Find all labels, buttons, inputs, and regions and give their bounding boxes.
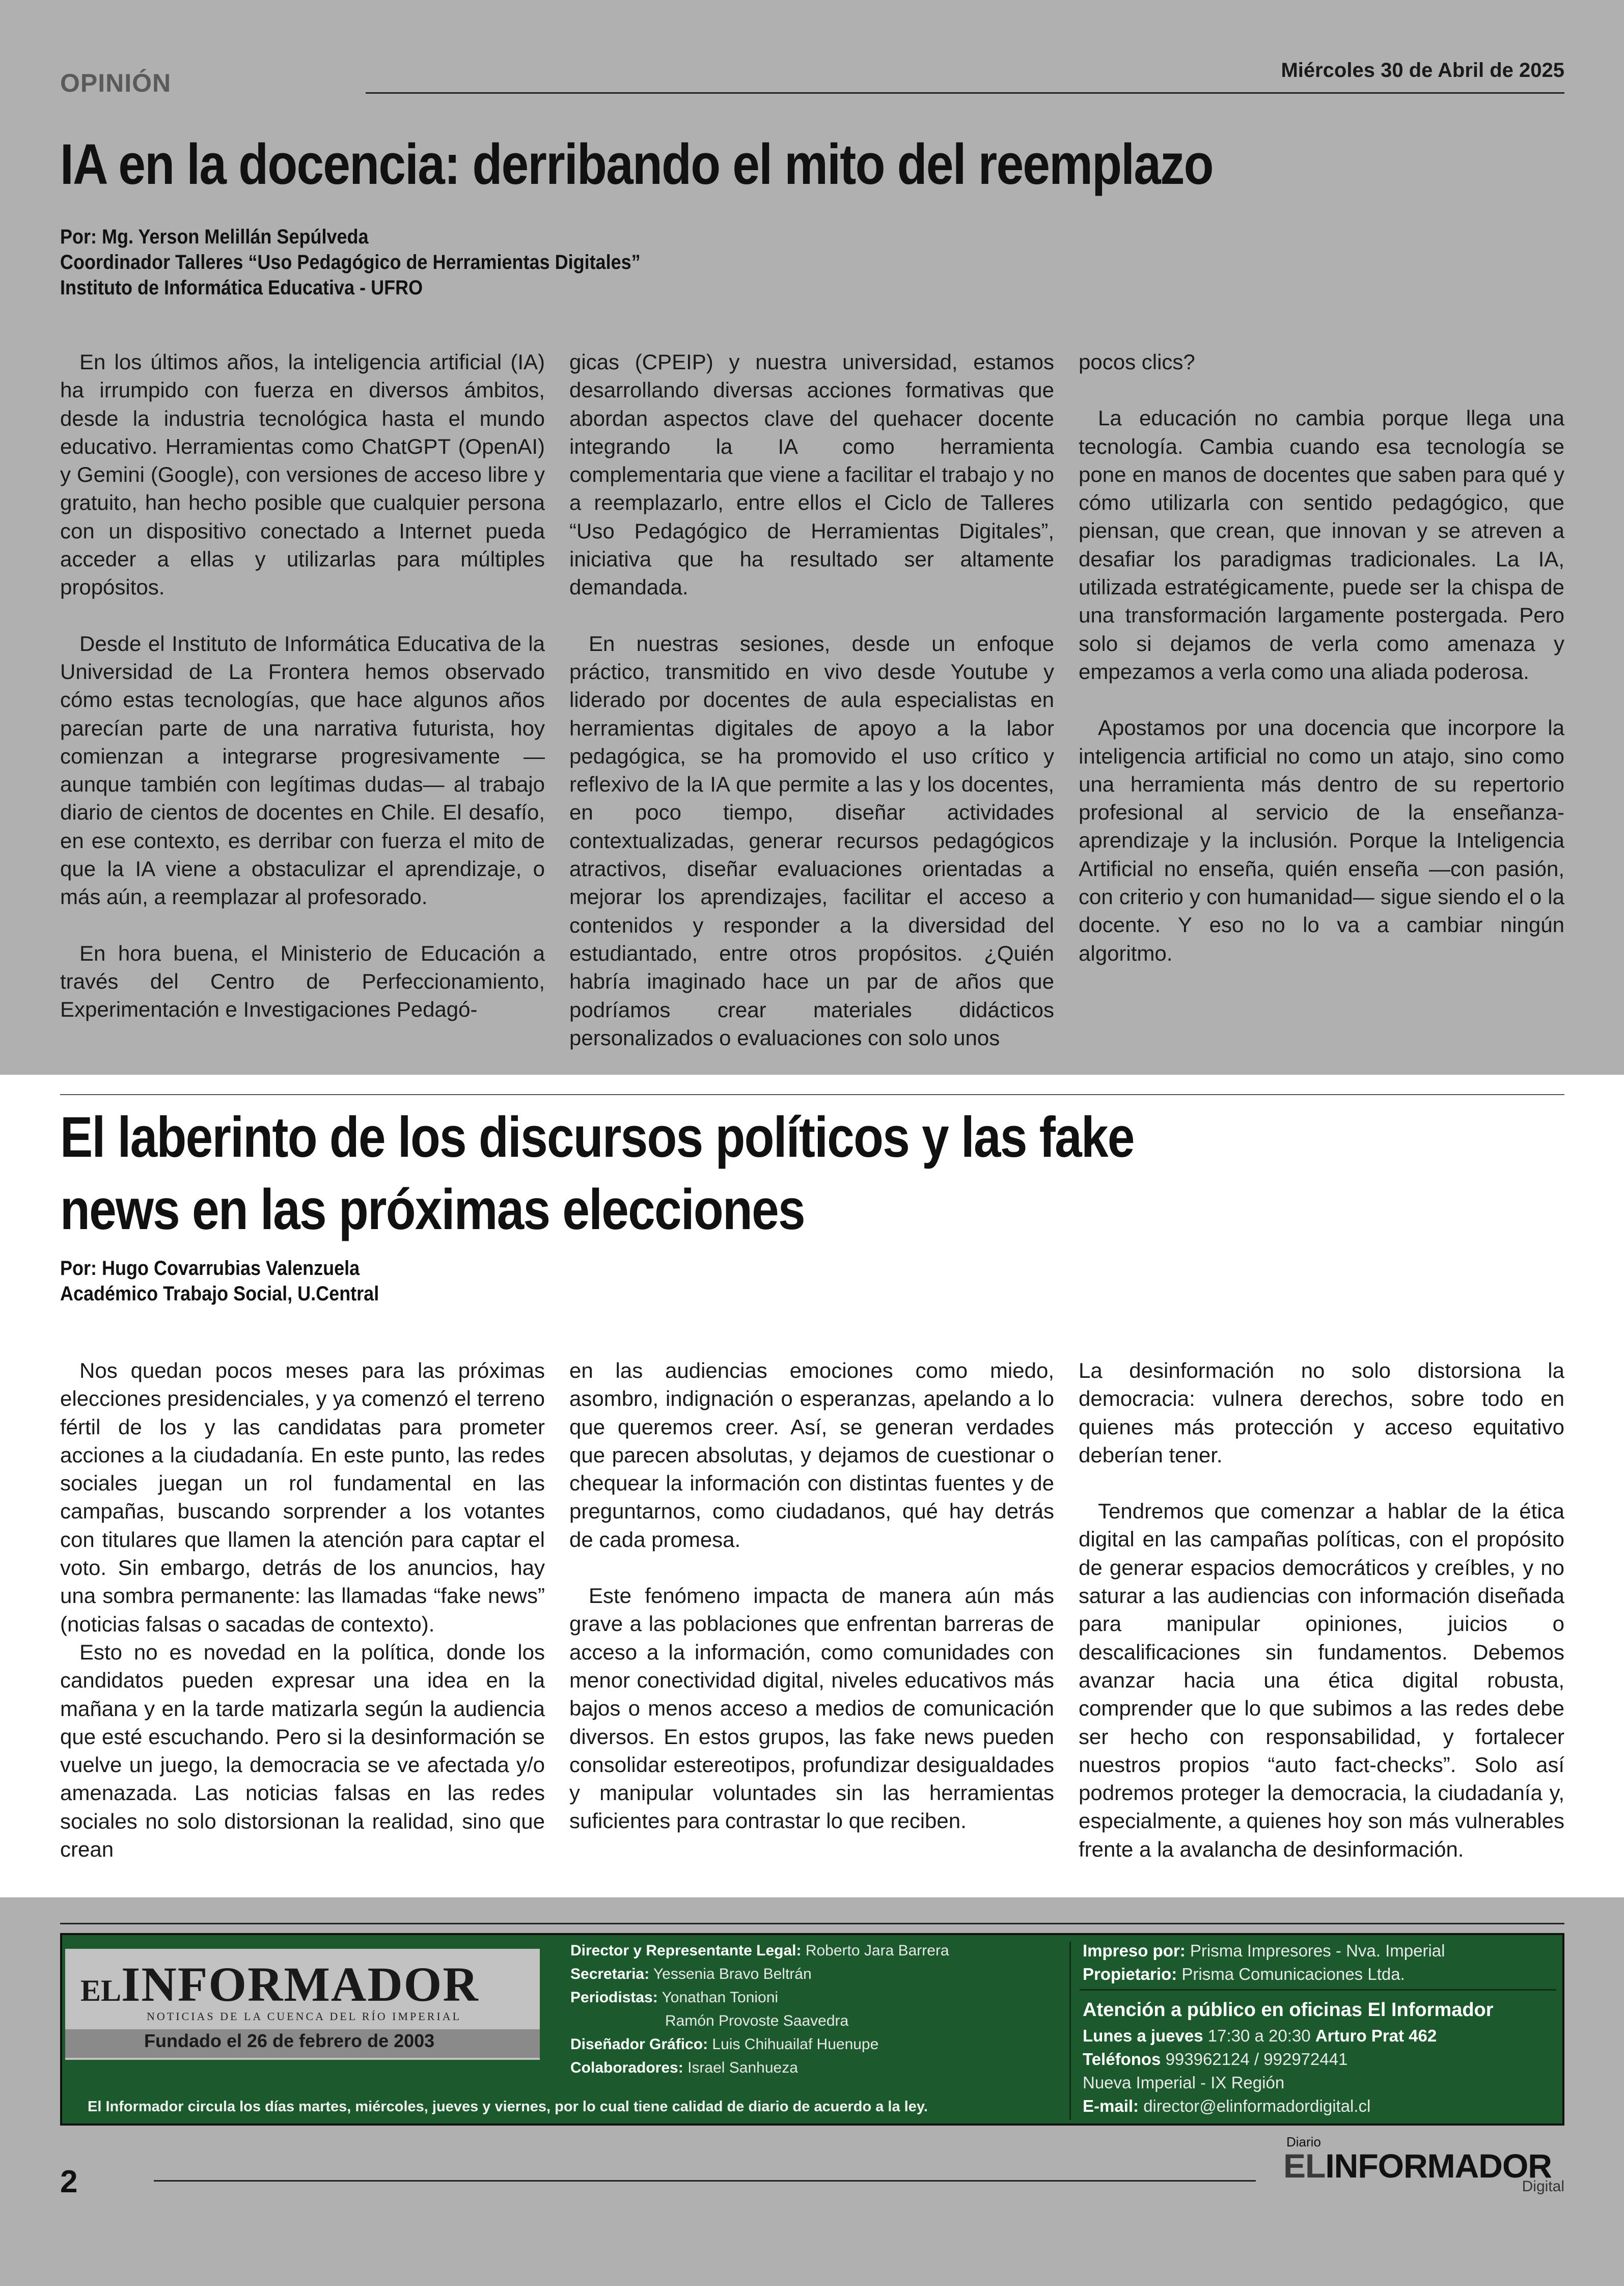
- paragraph: gicas (CPEIP) y nuestra universidad, estamos desarrollando diversas acciones formativas que abordan aspectos clave del quehacer docente integrando la IA como herramienta complementaria que viene a facilitar el trabajo y no a reemplazarlo, entre ellos el Ciclo de Talleres “Uso Pedagógico de Herramientas Digitales”, iniciativa que ha resultado ser altamente demandada.: [569, 350, 1054, 600]
- newspaper-logo: [65, 1949, 540, 2060]
- staff-row: Periodistas: Yonathan Tonioni: [570, 1989, 779, 2006]
- attention-title: Atención a público en oficinas El Informador: [1083, 1999, 1494, 2021]
- brand-sub: Digital: [1522, 2178, 1564, 2195]
- paragraph: La desinformación no solo distorsiona la democracia: vulnera derechos, sobre todo en quienes más protección y acceso equitativo deberían tener.: [1079, 1358, 1564, 1467]
- paragraph: En hora buena, el Ministerio de Educación a través del Centro de Perfeccionamiento, Experimentación e Investigaciones Pedagó-: [60, 941, 545, 1022]
- paragraph: Este fenómeno impacta de manera aún más grave a las poblaciones que enfrentan barreras de acceso a la información, como comunidades con menor conectividad digital, niveles educativos más bajos o menos acceso a medios de comunicación diversos. En estos grupos, las fake news pueden consolidar estereotipos, profundizar desigualdades y manipular voluntades sin las herramientas suficientes para contrastar lo que reciben.: [569, 1584, 1054, 1833]
- masthead-divider: [1069, 1942, 1071, 2120]
- staff-row: Ramón Provoste Saavedra: [665, 2012, 849, 2029]
- article2-column-1: [60, 1356, 545, 1863]
- paragraph: En los últimos años, la inteligencia artificial (IA) ha irrumpido con fuerza en diversos ámbitos, desde la industria tecnológica hasta el mundo educativo. Herramientas como ChatGPT (OpenAI) y Gemini (Google), con versiones de acceso libre y gratuito, han hecho posible que cualquier persona con un dispositivo conectado a Internet pueda acceder a ellas y utilizarlas para múltiples propósitos.: [60, 350, 545, 600]
- byline-institution: Instituto de Informática Educativa - UFRO: [60, 277, 423, 299]
- circulation-note: El Informador circula los días martes, miércoles, jueves y viernes, por lo cual tiene calidad de diario de acuerdo a la ley.: [88, 2099, 928, 2115]
- article2-title-line1: El laberinto de los discursos políticos y las fake: [60, 1105, 1134, 1169]
- founded-date: Fundado el 26 de febrero de 2003: [144, 2030, 435, 2051]
- publisher-info: Impreso por: Prisma Impresores - Nva. Imperial Propietario: Prisma Comunicaciones Ltda.: [1083, 1941, 1445, 1983]
- paragraph: Tendremos que comenzar a hablar de la ética digital en las campañas políticas, con el propósito de generar espacios democráticos y creíbles, y no saturar a las audiencias con información diseñada para manipular opiniones, juicios o descalificaciones sin fundamentos. Debemos avanzar hacia una ética digital robusta, comprender que lo que subimos a las redes debe ser hecho con responsabilidad, y fortalecer nuestros propios “auto fact-checks”. Solo así podremos proteger la democracia, la ciudadanía y, especialmente, a quienes hoy son más vulnerables frente a la avalancha de desinformación.: [1079, 1499, 1564, 1861]
- logo-prefix: EL: [80, 1974, 122, 2007]
- header-rule: [366, 92, 1564, 94]
- brand-small: Diario: [1286, 2134, 1321, 2149]
- article2-title: [60, 1101, 1330, 1246]
- paragraph: Apostamos por una docencia que incorpore la inteligencia artificial no como un atajo, sino como una herramienta más dentro de su repertorio profesional al servicio de la enseñanza-aprendizaje y la inclusión. Porque la Inteligencia Artificial no enseña, quién enseña —con pasión, con criterio y con humanidad— sigue siendo el o la docente. Y eso no lo va a cambiar ningún algoritmo.: [1079, 716, 1564, 965]
- staff-row: Colaboradores: Israel Sanhueza: [570, 2059, 798, 2076]
- staff-row: Director y Representante Legal: Roberto Jara Barrera: [570, 1942, 949, 1959]
- byline-author: Por: Mg. Yerson Melillán Sepúlveda: [60, 226, 369, 248]
- paragraph: En nuestras sesiones, desde un enfoque práctico, transmitido en vivo desde Youtube y liderado por docentes de aula especialistas en herramientas digitales de apoyo a la labor pedagógica, se ha promovido el uso crítico y reflexivo de la IA que permite a las y los docentes, en poco tiempo, diseñar actividades contextualizadas, generar recursos pedagógicos atractivos, diseñar evaluaciones orientadas a mejorar los aprendizajes, facilitar el acceso a contenidos y responder a la diversidad del estudiantado, entre otros propósitos. ¿Quién habría imaginado hace un par de años que podríamos crear materiales didácticos personalizados o evaluaciones con solo unos: [569, 631, 1054, 1050]
- byline-author: Por: Hugo Covarrubias Valenzuela: [60, 1257, 360, 1280]
- article1-title: IA en la docencia: derribando el mito del reemplazo: [60, 132, 1213, 196]
- paragraph: pocos clics?: [1079, 350, 1195, 374]
- article1-column-3: [1079, 348, 1564, 967]
- section-label: OPINIÓN: [60, 69, 172, 97]
- masthead-rule: [60, 1923, 1564, 1924]
- article1-byline: [60, 224, 748, 301]
- article1-column-2: [569, 348, 1054, 1052]
- contact-info: Atención a público en oficinas El Informador Lunes a jueves 17:30 a 20:30 Arturo Prat 462 Teléfonos 993962124 / 992972441 Nueva Imperial - IX Región E-mail: director@elinformadordigital.cl: [1083, 1996, 1556, 2118]
- logo-tagline: NOTICIAS DE LA CUENCA DEL RÍO IMPERIAL: [147, 2010, 462, 2023]
- article1-column-1: [60, 348, 545, 1024]
- info-rule: [1080, 1989, 1556, 1991]
- staff-list: [570, 1939, 1059, 2080]
- email-link[interactable]: director@elinformadordigital.cl: [1143, 2097, 1371, 2115]
- article2-column-3: [1079, 1356, 1564, 1863]
- paragraph: en las audiencias emociones como miedo, asombro, indignación o esperanzas, apelando a lo que queremos creer. Así, se generan verdades que parecen absolutas, y dejamos de cuestionar o chequear la información con distintas fuentes y de preguntarnos, como ciudadanos, qué hay detrás de cada promesa.: [569, 1358, 1054, 1552]
- footer-rule: [154, 2180, 1256, 2182]
- byline-role: Académico Trabajo Social, U.Central: [60, 1283, 379, 1305]
- brand-el: EL: [1283, 2147, 1326, 2185]
- article-divider: [60, 1094, 1564, 1095]
- brand-name: INFORMADOR: [1325, 2147, 1552, 2185]
- staff-row: Secretaria: Yessenia Bravo Beltrán: [570, 1966, 812, 1982]
- article2-byline: [60, 1256, 748, 1307]
- logo-name: INFORMADOR: [121, 1957, 479, 2011]
- footer-brand-logo: [1283, 2134, 1564, 2195]
- issue-date: Miércoles 30 de Abril de 2025: [1281, 59, 1564, 81]
- staff-row: Diseñador Gráfico: Luis Chihuailaf Huenupe: [570, 2036, 879, 2053]
- article2-title-line2: news en las próximas elecciones: [60, 1178, 805, 1241]
- byline-role: Coordinador Talleres “Uso Pedagógico de Herramientas Digitales”: [60, 251, 641, 274]
- page-number: 2: [60, 2164, 78, 2199]
- paragraph: Desde el Instituto de Informática Educativa de la Universidad de La Frontera hemos observado cómo estas tecnologías, que hace algunos años parecían parte de una narrativa futurista, hoy comienzan a integrarse progresivamente — aunque también con legítimas dudas— al trabajo diario de cientos de docentes en Chile. El desafío, en ese contexto, es derribar con fuerza el mito de que la IA viene a obstaculizar el aprendizaje, o más aún, a reemplazar al profesorado.: [60, 631, 545, 909]
- paragraph: Nos quedan pocos meses para las próximas elecciones presidenciales, y ya comenzó el terreno fértil de los y las candidatas para prometer acciones a la ciudadanía. En este punto, las redes sociales juegan un rol fundamental en las campañas, buscando sorprender a los votantes con titulares que llamen la atención para captar el voto. Sin embargo, detrás de los anuncios, hay una sombra permanente: las llamadas “fake news” (noticias falsas o sacadas de contexto).: [60, 1358, 545, 1636]
- paragraph: Esto no es novedad en la política, donde los candidatos pueden expresar una idea en la mañana y en la tarde matizarla según la audiencia que esté escuchando. Pero si la desinformación se vuelve un juego, la democracia se ve afectada y/o amenazada. Las noticias falsas en las redes sociales no solo distorsionan la realidad, sino que crean: [60, 1640, 545, 1862]
- article2-column-2: [569, 1356, 1054, 1835]
- paragraph: La educación no cambia porque llega una tecnología. Cambia cuando esa tecnología se pone en manos de docentes que saben para qué y cómo utilizarla con sentido pedagógico, que piensan, que crean, que innovan y se atreven a desafiar los paradigmas tradicionales. La IA, utilizada estratégicamente, puede ser la chispa de una transformación largamente postergada. Pero solo si dejamos de verla como amenaza y empezamos a verla como una aliada poderosa.: [1079, 406, 1564, 684]
